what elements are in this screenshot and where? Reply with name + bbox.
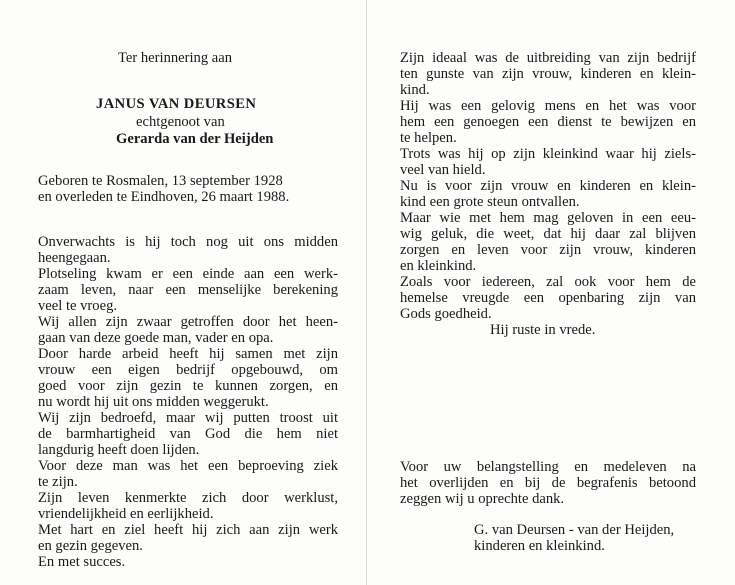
- body-line: en kleinkind.: [400, 258, 477, 274]
- deceased-name: JANUS VAN DEURSEN: [96, 96, 257, 112]
- body-line: nu wordt hij uit ons midden weggerukt.: [38, 394, 269, 410]
- body-line: vriendelijkheid en eerlijkheid.: [38, 506, 214, 522]
- body-line: Gods goedheid.: [400, 306, 492, 322]
- signature-line: G. van Deursen - van der Heijden,: [474, 522, 675, 538]
- signature-line: kinderen en kleinkind.: [474, 538, 605, 554]
- body-line: te zijn.: [38, 474, 78, 490]
- body-line: kind.: [400, 82, 430, 98]
- body-line: Voor deze man was het een beproeving ziek: [38, 458, 338, 474]
- body-line: zaam leven, naar een menselijke berekening: [38, 282, 338, 298]
- body-line: de barmhartigheid van God die hem niet: [38, 426, 338, 442]
- body-line: Door harde arbeid heeft hij samen met zijn: [38, 346, 338, 362]
- body-line: Trots was hij op zijn kleinkind waar hij ziels-: [400, 146, 696, 162]
- spouse-name: Gerarda van der Heijden: [116, 131, 274, 147]
- birth-line: Geboren te Rosmalen, 13 september 1928: [38, 173, 283, 189]
- body-line: kind een grote steun ontvallen.: [400, 194, 580, 210]
- intro-text: Ter herinnering aan: [118, 50, 233, 66]
- rest-in-peace: Hij ruste in vrede.: [490, 322, 596, 338]
- body-line: langdurig heeft doen lijden.: [38, 442, 200, 458]
- body-line: hem een genoegen een dienst te bewijzen en: [400, 114, 696, 130]
- thanks-line: zeggen wij u oprechte dank.: [400, 491, 565, 507]
- body-line: Zoals voor iedereen, zal ook voor hem de: [400, 274, 696, 290]
- body-line: veel te vroeg.: [38, 298, 118, 314]
- body-line: Onverwachts is hij toch nog uit ons midden: [38, 234, 338, 250]
- body-line: Maar wie met hem mag geloven in een eeu-: [400, 210, 696, 226]
- thanks-line: het overlijden en bij de begrafenis betoond: [400, 475, 696, 491]
- body-line: Nu is voor zijn vrouw en kinderen en klein-: [400, 178, 696, 194]
- body-line: zorgen en leven voor zijn vrouw, kinderen: [400, 242, 696, 258]
- body-line: Zijn ideaal was de uitbreiding van zijn bedrijf: [400, 50, 696, 66]
- body-line: hemelse vreugde een openbaring zijn van: [400, 290, 696, 306]
- body-line: Zijn leven kenmerkte zich door werklust,: [38, 490, 338, 506]
- death-line: en overleden te Eindhoven, 26 maart 1988.: [38, 189, 290, 205]
- body-line: heengegaan.: [38, 250, 111, 266]
- card-fold-line: [366, 0, 367, 585]
- body-line: Hij was een gelovig mens en het was voor: [400, 98, 696, 114]
- body-line: te helpen.: [400, 130, 457, 146]
- body-line: Wij allen zijn zwaar getroffen door het heen-: [38, 314, 338, 330]
- body-line: goed voor zijn gezin te kunnen zorgen, en: [38, 378, 338, 394]
- body-line: Wij zijn bedroefd, maar wij putten troost uit: [38, 410, 338, 426]
- body-line: ten gunste van zijn vrouw, kinderen en klein-: [400, 66, 696, 82]
- body-line: Plotseling kwam er een einde aan een werk-: [38, 266, 338, 282]
- body-line: vrouw een eigen bedrijf opgebouwd, om: [38, 362, 338, 378]
- body-line: wig geluk, die weet, dat hij daar zal blijven: [400, 226, 696, 242]
- thanks-line: Voor uw belangstelling en medeleven na: [400, 459, 696, 475]
- body-line: En met succes.: [38, 554, 126, 570]
- body-line: Met hart en ziel heeft hij zich aan zijn werk: [38, 522, 338, 538]
- body-line: en gezin gegeven.: [38, 538, 143, 554]
- body-line: veel van hield.: [400, 162, 486, 178]
- spouse-prefix: echtgenoot van: [136, 114, 225, 130]
- body-line: gaan van deze goede man, vader en opa.: [38, 330, 274, 346]
